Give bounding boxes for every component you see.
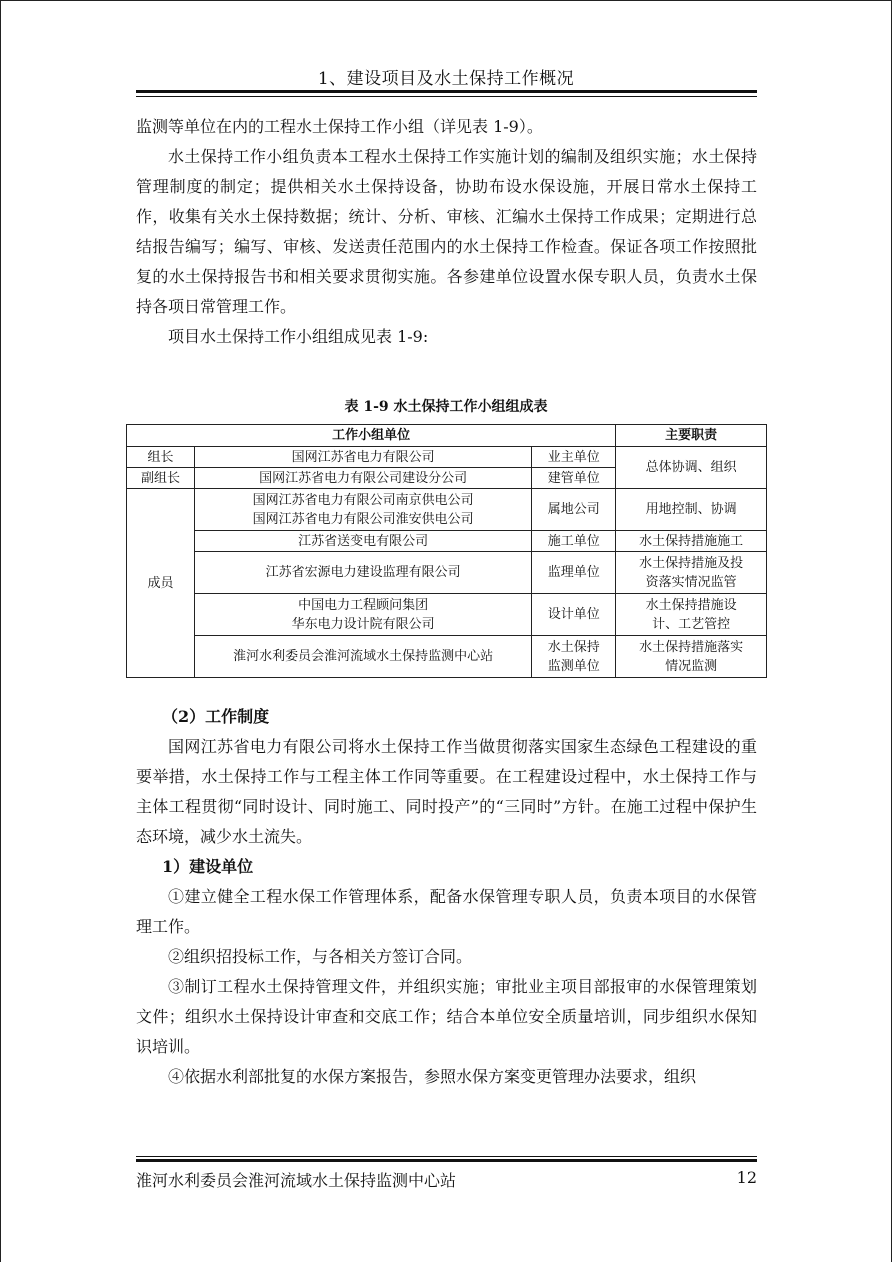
org-line: 国网江苏省电力有限公司淮安供电公司: [252, 511, 474, 527]
sub-heading: 1）建设单位: [162, 857, 254, 876]
section-heading: （2）工作制度: [162, 707, 270, 726]
unit-cell: 业主单位: [532, 447, 616, 468]
org-cell: 国网江苏省电力有限公司建设分公司: [194, 468, 531, 489]
duty-line: 水土保持措施落实: [639, 639, 744, 655]
col-header-duty: 主要职责: [616, 425, 767, 447]
table-row: [127, 489, 767, 531]
work-group-table: [126, 424, 767, 678]
page-border-left: [0, 0, 1, 1262]
duty-cell: 水土保持措施施工: [616, 531, 767, 552]
footer-rule-thick: [136, 1159, 757, 1162]
role-cell: 组长: [127, 447, 195, 468]
table-row: [127, 531, 767, 552]
unit-cell: [532, 636, 616, 678]
table-caption: 表 1-9 水土保持工作小组组成表: [344, 399, 548, 415]
org-cell: 江苏省送变电有限公司: [194, 531, 531, 552]
header-rule-thick: [136, 90, 757, 93]
role-cell: 副组长: [127, 468, 195, 489]
unit-line: 监测单位: [547, 658, 600, 674]
col-header-unit: 工作小组单位: [127, 425, 616, 447]
body-text-bottom: [136, 702, 757, 1092]
unit-cell: 设计单位: [532, 594, 616, 636]
duty-line: 情况监测: [665, 658, 718, 674]
org-line: 国网江苏省电力有限公司南京供电公司: [252, 492, 474, 508]
unit-cell: 建管单位: [532, 468, 616, 489]
paragraph-work-group: 水土保持工作小组负责本工程水土保持工作实施计划的编制及组织实施；水土保持管理制度的制定；提供相关水土保持设备，协助布设水保设施，开展日常水土保持工作，收集有关水土保持数据；统计、分析、审核、汇编水土保持工作成果；定期进行总结报告编写；编写、审核、发送责任范围内的水土保持工作检查。保证各项工作按照批复的水土保持报告书和相关要求贯彻实施。各参建单位设置水保专职人员，负责水土保持各项日常管理工作。: [136, 147, 757, 316]
table-header-row: [127, 425, 767, 447]
org-cell: 国网江苏省电力有限公司: [194, 447, 531, 468]
duty-line: 水土保持措施及投: [639, 555, 744, 571]
table-row: [127, 552, 767, 594]
duty-line: 水土保持措施设: [645, 597, 737, 613]
org-cell: [194, 594, 531, 636]
org-line: 中国电力工程顾问集团: [298, 597, 429, 613]
header-rule-thin: [136, 96, 757, 97]
table-row: [127, 447, 767, 468]
org-line: 华东电力设计院有限公司: [291, 616, 435, 632]
footer-organization: 淮河水利委员会淮河流域水土保持监测中心站: [136, 1171, 457, 1190]
page-number: 12: [736, 1168, 757, 1187]
duty-cell: [616, 552, 767, 594]
list-item: ②组织招投标工作，与各相关方签订合同。: [168, 947, 473, 966]
paragraph-continuation: 监测等单位在内的工程水土保持工作小组（详见表 1-9）。: [136, 117, 543, 136]
duty-line: 计、工艺管控: [652, 616, 731, 632]
org-cell: 江苏省宏源电力建设监理有限公司: [194, 552, 531, 594]
paragraph-work-system: 国网江苏省电力有限公司将水土保持工作当做贯彻落实国家生态绿色工程建设的重要举措，水土保持工作与工程主体工作同等重要。在工程建设过程中，水土保持工作与主体工程贯彻“同时设计、同时施工、同时投产”的“三同时”方针。在施工过程中保护生态环境，减少水土流失。: [136, 737, 757, 846]
list-item: ①建立健全工程水保工作管理体系，配备水保管理专职人员，负责本项目的水保管理工作。: [136, 887, 757, 936]
duty-cell: 用地控制、协调: [616, 489, 767, 531]
table-row: [127, 636, 767, 678]
duty-cell: [616, 636, 767, 678]
unit-cell: 属地公司: [532, 489, 616, 531]
table-row: [127, 594, 767, 636]
unit-cell: 施工单位: [532, 531, 616, 552]
duty-line: 资落实情况监管: [645, 574, 737, 590]
org-cell: 淮河水利委员会淮河流域水土保持监测中心站: [194, 636, 531, 678]
running-header: 1、建设项目及水土保持工作概况: [317, 69, 575, 89]
list-item: ③制订工程水土保持管理文件，并组织实施；审批业主项目部报审的水保管理策划文件；组织水土保持设计审查和交底工作；结合本单位安全质量培训，同步组织水保知识培训。: [136, 977, 757, 1056]
org-cell: [194, 489, 531, 531]
duty-cell: [616, 594, 767, 636]
body-text-top: [136, 112, 757, 352]
footer-rule-thin: [136, 1156, 757, 1157]
role-cell: 成员: [127, 489, 195, 678]
unit-line: 水土保持: [547, 639, 600, 655]
unit-cell: 监理单位: [532, 552, 616, 594]
duty-cell: 总体协调、组织: [616, 447, 767, 489]
paragraph-table-intro: 项目水土保持工作小组组成见表 1-9:: [168, 327, 429, 346]
list-item: ④依据水利部批复的水保方案报告，参照水保方案变更管理办法要求，组织: [168, 1067, 697, 1086]
page-border: [0, 0, 892, 2]
